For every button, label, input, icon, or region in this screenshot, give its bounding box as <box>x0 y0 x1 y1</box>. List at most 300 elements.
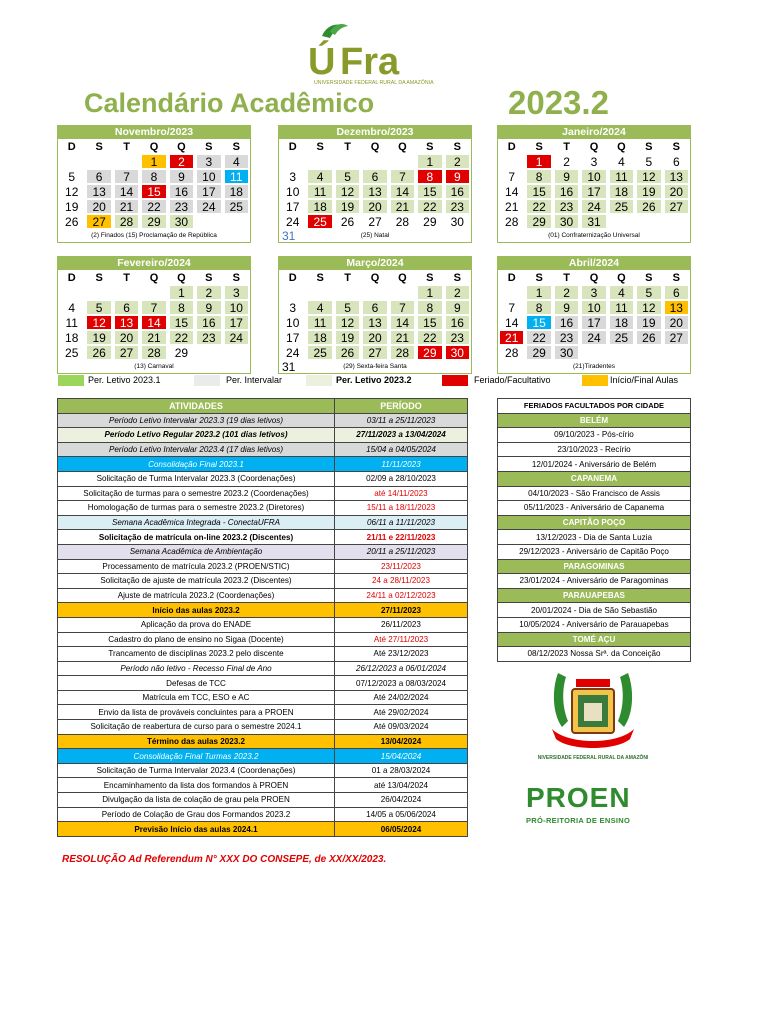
day-cell <box>391 286 414 299</box>
city-header: BELÉM <box>498 413 691 428</box>
activity-period: Até 09/03/2024 <box>335 720 468 735</box>
holiday-item: 23/01/2024 - Aniversário de Paragominas <box>498 574 691 589</box>
day-cell <box>610 215 633 228</box>
weekday-label: S <box>232 141 240 153</box>
day-cell: 27 <box>87 215 110 228</box>
day-cell: 25 <box>225 200 248 213</box>
activity-period: 11/11/2023 <box>335 457 468 472</box>
day-cell: 22 <box>418 331 441 344</box>
day-cell: 17 <box>582 316 605 329</box>
day-cell: 9 <box>446 170 469 183</box>
activity-period: Até 24/02/2024 <box>335 690 468 705</box>
weekday-label: D <box>507 141 516 153</box>
activity-period: 06/11 a 11/11/2023 <box>335 515 468 530</box>
activities-table <box>57 398 468 837</box>
activity-name: Solicitação de matrícula on-line 2023.2 (Discentes) <box>58 530 335 545</box>
day-cell: 1 <box>527 155 550 168</box>
day-cell: 5 <box>637 286 660 299</box>
weekday-label: D <box>67 141 76 153</box>
weekday-label: D <box>288 141 297 153</box>
activity-name: Divulgação da lista de colação de grau pela PROEN <box>58 793 335 808</box>
day-cell: 10 <box>582 170 605 183</box>
day-cell: 12 <box>65 185 79 199</box>
day-cell: 19 <box>87 331 110 344</box>
day-cell <box>197 346 220 359</box>
weekday-label: S <box>426 272 434 284</box>
activity-name: Homologação de turmas para o semestre 2023.2 (Diretores) <box>58 501 335 516</box>
day-cell: 7 <box>391 301 414 314</box>
activity-row <box>58 457 468 472</box>
seal-banner: UNIVERSIDADE FEDERAL RURAL DA AMAZÔNIA <box>538 755 648 761</box>
holiday-item: 09/10/2023 - Pós-círio <box>498 428 691 443</box>
activity-name: Ajuste de matrícula 2023.2 (Coordenações) <box>58 588 335 603</box>
activity-row <box>58 544 468 559</box>
holiday-item: 13/12/2023 - Dia de Santa Luzia <box>498 530 691 545</box>
month-grid <box>278 139 472 229</box>
activity-name: Solicitação de turmas para o semestre 2023.2 (Coordenações) <box>58 486 335 501</box>
activity-name: Período não letivo - Recesso Final de Ano <box>58 661 335 676</box>
day-cell: 11 <box>65 316 78 330</box>
day-cell: 27 <box>665 331 688 344</box>
day-cell: 23 <box>170 200 193 213</box>
day-cell: 17 <box>582 185 605 198</box>
month-note: (21)Tiradentes <box>497 360 691 374</box>
month-header: Dezembro/2023 <box>278 125 472 139</box>
proen-subtitle: PRÓ-REITORIA DE ENSINO <box>526 816 631 825</box>
day-cell: 8 <box>170 301 193 314</box>
day-cell: 22 <box>142 200 165 213</box>
day-cell: 12 <box>336 185 359 198</box>
legend-label: Per. Letivo 2023.2 <box>336 375 412 385</box>
day-cell: 27 <box>368 215 382 229</box>
day-cell: 31 <box>582 215 605 228</box>
day-cell: 13 <box>115 316 138 329</box>
activity-row <box>58 690 468 705</box>
legend-swatch-intervalar <box>194 375 220 386</box>
day-cell: 26 <box>65 215 79 229</box>
day-cell: 13 <box>87 185 110 198</box>
weekday-label: S <box>205 141 213 153</box>
proen-logo-text: PROEN <box>526 782 631 813</box>
day-cell: 13 <box>665 301 688 314</box>
day-cell: 12 <box>637 301 660 314</box>
day-cell: 8 <box>527 301 550 314</box>
activity-name: Processamento de matrícula 2023.2 (PROEN/STIC) <box>58 559 335 574</box>
day-cell: 27 <box>665 200 688 213</box>
activity-period: 13/04/2024 <box>335 734 468 749</box>
page-year: 2023.2 <box>508 84 609 121</box>
day-cell: 27 <box>363 346 386 359</box>
day-cell: 13 <box>363 316 386 329</box>
day-cell: 7 <box>508 170 516 184</box>
day-cell: 25 <box>308 215 331 228</box>
activity-period: 02/09 a 28/10/2023 <box>335 471 468 486</box>
calendar-march-2024 <box>278 256 472 374</box>
activity-period: 07/12/2023 a 08/03/2024 <box>335 676 468 691</box>
activity-row <box>58 807 468 822</box>
activity-row <box>58 442 468 457</box>
day-cell: 22 <box>170 331 193 344</box>
day-cell: 17 <box>197 185 220 198</box>
weekday-label: S <box>672 141 680 153</box>
day-cell: 8 <box>142 170 165 183</box>
logo-subtitle: UNIVERSIDADE FEDERAL RURAL DA AMAZÔNIA <box>314 80 434 86</box>
city-header: CAPANEMA <box>498 471 691 486</box>
weekday-label: S <box>95 141 103 153</box>
weekday-label: Q <box>370 272 380 284</box>
activity-row <box>58 428 468 443</box>
day-cell: 5 <box>68 170 76 184</box>
day-cell <box>142 286 165 299</box>
day-cell: 11 <box>308 185 331 198</box>
activity-name: Semana Acadêmica de Ambientação <box>58 544 335 559</box>
day-cell: 14 <box>391 316 414 329</box>
weekday-label: S <box>426 141 434 153</box>
activity-name: Encaminhamento da lista dos formandos à PROEN <box>58 778 335 793</box>
legend-label: Feriado/Facultativo <box>474 375 551 385</box>
weekday-label: Q <box>589 272 599 284</box>
day-cell: 18 <box>308 200 331 213</box>
holiday-item: 04/10/2023 - São Francisco de Assis <box>498 486 691 501</box>
activity-row <box>58 734 468 749</box>
weekday-label: D <box>67 272 76 284</box>
activity-row <box>58 705 468 720</box>
month-header: Março/2024 <box>278 256 472 270</box>
day-cell: 20 <box>363 331 386 344</box>
activity-row <box>58 676 468 691</box>
day-cell: 19 <box>637 316 660 329</box>
column-header: PERÍODO <box>335 399 468 414</box>
day-cell: 19 <box>336 331 359 344</box>
day-cell: 9 <box>170 170 193 183</box>
activity-period: Até 23/12/2023 <box>335 647 468 662</box>
day-cell: 10 <box>197 170 220 183</box>
day-cell: 15 <box>418 316 441 329</box>
day-cell: 3 <box>225 286 248 299</box>
day-cell: 11 <box>610 170 633 183</box>
activity-period: 14/05 a 05/06/2024 <box>335 807 468 822</box>
activity-row <box>58 793 468 808</box>
day-cell: 4 <box>308 301 331 314</box>
legend-swatch-letivo-2023-1 <box>58 375 84 386</box>
legend-swatch-feriado <box>442 375 468 386</box>
weekday-label: S <box>232 272 240 284</box>
activity-row <box>58 501 468 516</box>
weekday-label: Q <box>370 141 380 153</box>
svg-text:Fra: Fra <box>340 41 400 83</box>
day-cell <box>582 346 605 359</box>
day-cell: 26 <box>637 200 660 213</box>
activity-row <box>58 778 468 793</box>
day-cell: 22 <box>527 331 550 344</box>
weekday-label: Q <box>177 141 186 153</box>
day-cell: 30 <box>555 215 578 228</box>
activity-name: Período Letivo Regular 2023.2 (101 dias letivos) <box>58 428 335 443</box>
activity-row <box>58 647 468 662</box>
day-cell: 1 <box>170 286 193 299</box>
day-cell: 3 <box>582 286 605 299</box>
day-cell: 10 <box>286 185 300 199</box>
city-header: CAPITÃO POÇO <box>498 515 691 530</box>
day-cell: 8 <box>527 170 550 183</box>
day-cell: 6 <box>363 301 386 314</box>
holiday-item: 29/12/2023 - Aniversário de Capitão Poço <box>498 544 691 559</box>
day-cell: 16 <box>197 316 220 329</box>
day-cell: 14 <box>115 185 138 198</box>
activity-row <box>58 559 468 574</box>
activity-name: Término das aulas 2023.2 <box>58 734 335 749</box>
month-grid <box>57 270 251 360</box>
day-cell: 4 <box>308 170 331 183</box>
day-cell <box>225 215 248 228</box>
day-cell: 5 <box>336 170 359 183</box>
activity-period: 24 a 28/11/2023 <box>335 574 468 589</box>
day-cell: 21 <box>391 200 414 213</box>
day-cell <box>637 215 660 228</box>
activity-period: Até 29/02/2024 <box>335 705 468 720</box>
weekday-label: S <box>95 272 103 284</box>
day-cell: 23 <box>555 200 578 213</box>
activity-name: Cadastro do plano de ensino no Sigaa (Docente) <box>58 632 335 647</box>
day-cell: 28 <box>505 346 519 360</box>
weekday-label: Q <box>617 141 626 153</box>
month-note: (2) Finados (15) Proclamação de República <box>57 229 251 243</box>
day-cell: 26 <box>87 346 110 359</box>
svg-text:Ú: Ú <box>308 41 336 83</box>
weekday-label: Q <box>149 272 159 284</box>
activity-name: Defesas de TCC <box>58 676 335 691</box>
calendar-november-2023 <box>57 125 251 243</box>
extra-day: 31 <box>282 229 296 243</box>
day-cell: 2 <box>446 155 469 168</box>
activity-name: Matrícula em TCC, ESO e AC <box>58 690 335 705</box>
day-cell: 4 <box>68 301 76 315</box>
day-cell: 23 <box>446 200 469 213</box>
day-cell: 16 <box>170 185 193 198</box>
day-cell: 12 <box>637 170 660 183</box>
day-cell: 5 <box>336 301 359 314</box>
day-cell: 18 <box>610 185 633 198</box>
day-cell: 12 <box>336 316 359 329</box>
day-cell: 30 <box>555 346 578 359</box>
day-cell: 29 <box>418 346 441 359</box>
day-cell: 7 <box>391 170 414 183</box>
day-cell: 9 <box>446 301 469 314</box>
day-cell: 18 <box>308 331 331 344</box>
day-cell: 24 <box>225 331 248 344</box>
activity-name: Consolidação Final Turmas 2023.2 <box>58 749 335 764</box>
day-cell: 24 <box>197 200 220 213</box>
day-cell: 15 <box>418 185 441 198</box>
day-cell: 28 <box>115 215 138 228</box>
month-header: Novembro/2023 <box>57 125 251 139</box>
day-cell: 20 <box>363 200 386 213</box>
holiday-item: 12/01/2024 - Aniversário de Belém <box>498 457 691 472</box>
day-cell: 20 <box>87 200 110 213</box>
legend-label: Per. Intervalar <box>226 375 283 385</box>
activity-name: Período Letivo Intervalar 2023.3 (19 dias letivos) <box>58 413 335 428</box>
day-cell: 1 <box>527 286 550 299</box>
day-cell: 14 <box>505 316 519 330</box>
legend-label: Início/Final Aulas <box>610 375 679 385</box>
day-cell: 5 <box>87 301 110 314</box>
day-cell: 21 <box>500 331 523 344</box>
day-cell: 28 <box>505 215 519 229</box>
day-cell <box>60 155 83 168</box>
day-cell <box>115 286 138 299</box>
day-cell <box>197 215 220 228</box>
day-cell: 24 <box>286 215 300 229</box>
activity-period: 21/11 e 22/11/2023 <box>335 530 468 545</box>
weekday-label: T <box>123 272 130 284</box>
month-note: (25) Natal <box>278 229 472 243</box>
day-cell: 25 <box>610 331 633 344</box>
activity-row <box>58 720 468 735</box>
day-cell: 22 <box>418 200 441 213</box>
day-cell: 21 <box>505 200 519 214</box>
day-cell: 6 <box>363 170 386 183</box>
weekday-label: S <box>645 141 653 153</box>
calendar-january-2024 <box>497 125 691 243</box>
activity-row <box>58 471 468 486</box>
activity-name: Trancamento de disciplinas 2023.2 pelo discente <box>58 647 335 662</box>
weekday-label: T <box>344 272 351 284</box>
day-cell: 2 <box>563 155 570 169</box>
activity-name: Aplicação da prova do ENADE <box>58 617 335 632</box>
weekday-label: S <box>535 141 543 153</box>
activity-name: Semana Acadêmica Integrada - ConectaUFRA <box>58 515 335 530</box>
activity-name: Início das aulas 2023.2 <box>58 603 335 618</box>
day-cell: 15 <box>527 316 550 329</box>
weekday-label: S <box>453 272 461 284</box>
activity-name: Previsão Início das aulas 2024.1 <box>58 822 335 837</box>
weekday-label: S <box>453 141 461 153</box>
day-cell: 21 <box>115 200 138 213</box>
activities-header-row <box>58 399 468 414</box>
month-note: (13) Carnaval <box>57 360 251 374</box>
day-cell: 6 <box>115 301 138 314</box>
legend <box>58 375 698 387</box>
activity-period: Até 27/11/2023 <box>335 632 468 647</box>
day-cell: 6 <box>665 286 688 299</box>
day-cell <box>87 155 110 168</box>
weekday-label: S <box>316 141 324 153</box>
weekday-label: S <box>535 272 543 284</box>
day-cell: 23 <box>555 331 578 344</box>
month-grid <box>57 139 251 229</box>
day-cell <box>665 215 688 228</box>
day-cell: 30 <box>446 346 469 359</box>
day-cell: 17 <box>225 316 248 329</box>
day-cell: 29 <box>423 215 437 229</box>
activity-row <box>58 574 468 589</box>
holiday-item: 08/12/2023 Nossa Srª. da Conceição <box>498 647 691 662</box>
holiday-item: 23/10/2023 - Recírio <box>498 442 691 457</box>
ufra-seal <box>538 665 648 770</box>
day-cell <box>225 346 248 359</box>
weekday-label: S <box>205 272 213 284</box>
day-cell: 9 <box>555 301 578 314</box>
month-header: Abril/2024 <box>497 256 691 270</box>
legend-swatch-inicio-final <box>582 375 608 386</box>
day-cell: 21 <box>142 331 165 344</box>
activity-period: 03/11 a 25/11/2023 <box>335 413 468 428</box>
day-cell: 3 <box>590 155 598 169</box>
day-cell: 5 <box>645 155 653 169</box>
day-cell: 15 <box>142 185 165 198</box>
day-cell: 2 <box>170 155 193 168</box>
day-cell: 29 <box>527 215 550 228</box>
day-cell: 9 <box>555 170 578 183</box>
day-cell: 20 <box>665 316 688 329</box>
weekday-label: T <box>344 141 351 153</box>
day-cell: 11 <box>610 301 633 314</box>
legend-label: Per. Letivo 2023.1 <box>88 375 161 385</box>
day-cell: 14 <box>142 316 165 329</box>
day-cell: 26 <box>336 346 359 359</box>
activity-row <box>58 413 468 428</box>
weekday-label: Q <box>589 141 599 153</box>
day-cell: 2 <box>197 286 220 299</box>
activity-name: Período Letivo Intervalar 2023.4 (17 dias letivos) <box>58 442 335 457</box>
day-cell <box>610 346 633 359</box>
day-cell: 14 <box>391 185 414 198</box>
day-cell: 8 <box>418 170 441 183</box>
column-header: ATIVIDADES <box>58 399 335 414</box>
day-cell: 19 <box>336 200 359 213</box>
day-cell: 18 <box>65 331 79 345</box>
day-cell <box>336 155 359 168</box>
day-cell: 29 <box>174 346 189 360</box>
day-cell <box>637 346 660 359</box>
day-cell: 9 <box>197 301 220 314</box>
activity-row <box>58 632 468 647</box>
weekday-label: S <box>645 272 653 284</box>
day-cell: 7 <box>508 301 516 315</box>
activity-name: Envio da lista de prováveis concluintes para a PROEN <box>58 705 335 720</box>
activity-row <box>58 617 468 632</box>
extra-day: 31 <box>282 360 296 374</box>
activity-name: Solicitação de Turma Intervalar 2023.4 (Coordenações) <box>58 763 335 778</box>
calendar-april-2024 <box>497 256 691 374</box>
weekday-label: Q <box>398 272 407 284</box>
holidays-table <box>497 398 691 662</box>
month-header: Janeiro/2024 <box>497 125 691 139</box>
weekday-label: Q <box>177 272 186 284</box>
day-cell <box>60 286 83 299</box>
city-header: TOMÉ AÇU <box>498 632 691 647</box>
activity-period: 24/11 a 02/12/2023 <box>335 588 468 603</box>
activity-period: 26/04/2024 <box>335 793 468 808</box>
day-cell: 30 <box>450 215 464 229</box>
day-cell <box>281 155 304 168</box>
weekday-label: T <box>563 272 570 284</box>
activity-row <box>58 603 468 618</box>
day-cell: 16 <box>555 316 578 329</box>
day-cell: 16 <box>446 185 469 198</box>
weekday-label: D <box>288 272 297 284</box>
day-cell: 11 <box>225 170 248 183</box>
activity-period: 27/11/2023 <box>335 603 468 618</box>
month-grid <box>497 270 691 360</box>
day-cell: 4 <box>618 155 625 169</box>
day-cell: 24 <box>582 331 605 344</box>
day-cell: 11 <box>308 316 331 329</box>
weekday-label: Q <box>149 141 159 153</box>
day-cell: 23 <box>446 331 469 344</box>
day-cell: 29 <box>142 215 165 228</box>
activity-name: Solicitação de Turma Intervalar 2023.3 (Coordenações) <box>58 471 335 486</box>
